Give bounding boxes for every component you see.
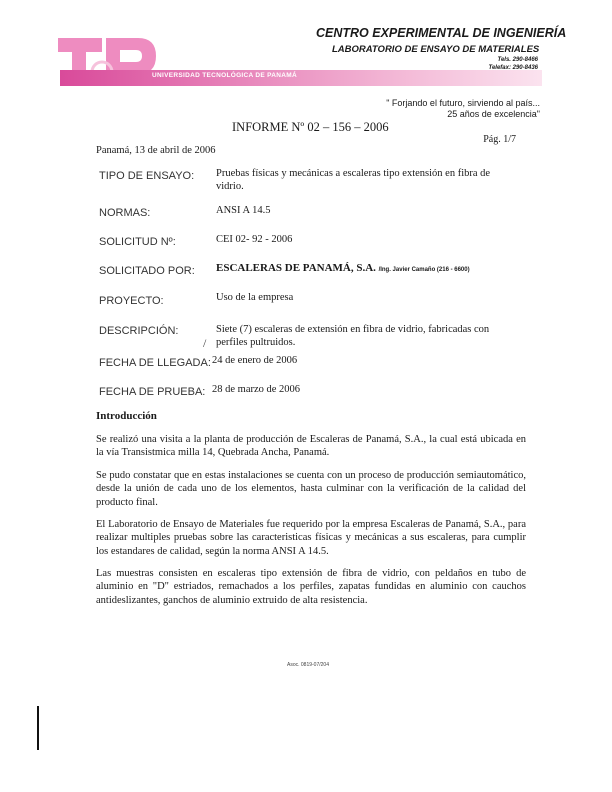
university-name: UNIVERSIDAD TECNOLÓGICA DE PANAMÁ: [152, 72, 297, 79]
solicitado-value: [216, 262, 470, 274]
llegada-value: 24 de enero de 2006: [212, 355, 298, 366]
tipo-value: Pruebas físicas y mecánicas a escaleras tipo extensión en fibra de vidrio.: [216, 168, 491, 192]
intro-paragraph-2: Se pudo constatar que en estas instalaciones se cuenta con un proceso de producción semiautomático, desde la unión de cada uno de los elementos, hasta culminar con la verificación de la calidad del producto final.: [96, 470, 526, 508]
motto-line-1: " Forjando el futuro, sirviendo al país...: [386, 98, 540, 108]
center-name: CENTRO EXPERIMENTAL DE INGENIERÍA: [316, 26, 567, 40]
intro-paragraph-3: El Laboratorio de Ensayo de Materiales fue requerido por la empresa Escaleras de Panamá, S.A., para realizar multiples pruebas sobre las caracteristicas físicas y mecánicas a sus escaleras, para cumplir los estandares de calidad, según la norma ANSI A 14.5.: [96, 519, 526, 557]
phone: Tels. 290-8466: [497, 57, 538, 63]
descripcion-label: DESCRIPCIÓN:: [99, 325, 179, 337]
scan-margin-mark: [37, 706, 39, 750]
proyecto-value: Uso de la empresa: [216, 292, 294, 303]
fax: Telefax: 290-8436: [488, 65, 538, 71]
intro-paragraph-4: Las muestras consisten en escaleras tipo extensión de fibra de vidrio, con peldaños en tubo de aluminio en "D" estriados, remachados a los perfiles, zapatas fundidas en aluminio con cauchos antideslizantes, ganchos de aluminio extruido de alta resistencia.: [96, 568, 526, 606]
normas-label: NORMAS:: [99, 207, 151, 219]
pen-mark: /: [203, 336, 207, 350]
intro-paragraph-1: Se realizó una visita a la planta de producción de Escaleras de Panamá, S.A., la cual está ubicada en la vía Transistmica milla 14, Quebrada Ancha, Panamá.: [96, 434, 526, 459]
prueba-label: FECHA DE PRUEBA:: [99, 386, 206, 398]
page-number: Pág. 1/7: [483, 134, 516, 145]
lab-name: LABORATORIO DE ENSAYO DE MATERIALES: [332, 44, 540, 55]
prueba-value: 28 de marzo de 2006: [212, 384, 301, 395]
descripcion-value: Siete (7) escaleras de extensión en fibra de vidrio, fabricadas con perfiles pultruidos.: [216, 324, 490, 348]
header-band: [60, 70, 542, 86]
tipo-label: TIPO DE ENSAYO:: [99, 170, 195, 182]
proyecto-label: PROYECTO:: [99, 295, 164, 307]
company-name: ESCALERAS DE PANAMÁ, S.A.: [216, 262, 376, 274]
report-title: INFORME Nº 02 – 156 – 2006: [232, 120, 389, 134]
report-date: Panamá, 13 de abril de 2006: [96, 145, 216, 156]
llegada-label: FECHA DE LLEGADA:: [99, 357, 211, 369]
solicitado-label: SOLICITADO POR:: [99, 265, 195, 277]
motto-line-2: 25 años de excelencia": [447, 109, 540, 119]
solicitud-label: SOLICITUD Nº:: [99, 236, 176, 248]
footer-code: Asoc. 0819-07/204: [287, 662, 329, 668]
solicitud-value: CEI 02- 92 - 2006: [216, 234, 293, 245]
intro-heading: Introducción: [96, 410, 157, 422]
normas-value: ANSI A 14.5: [216, 205, 271, 216]
contact-person: /Ing. Javier Camaño (216 - 6600): [378, 267, 470, 273]
